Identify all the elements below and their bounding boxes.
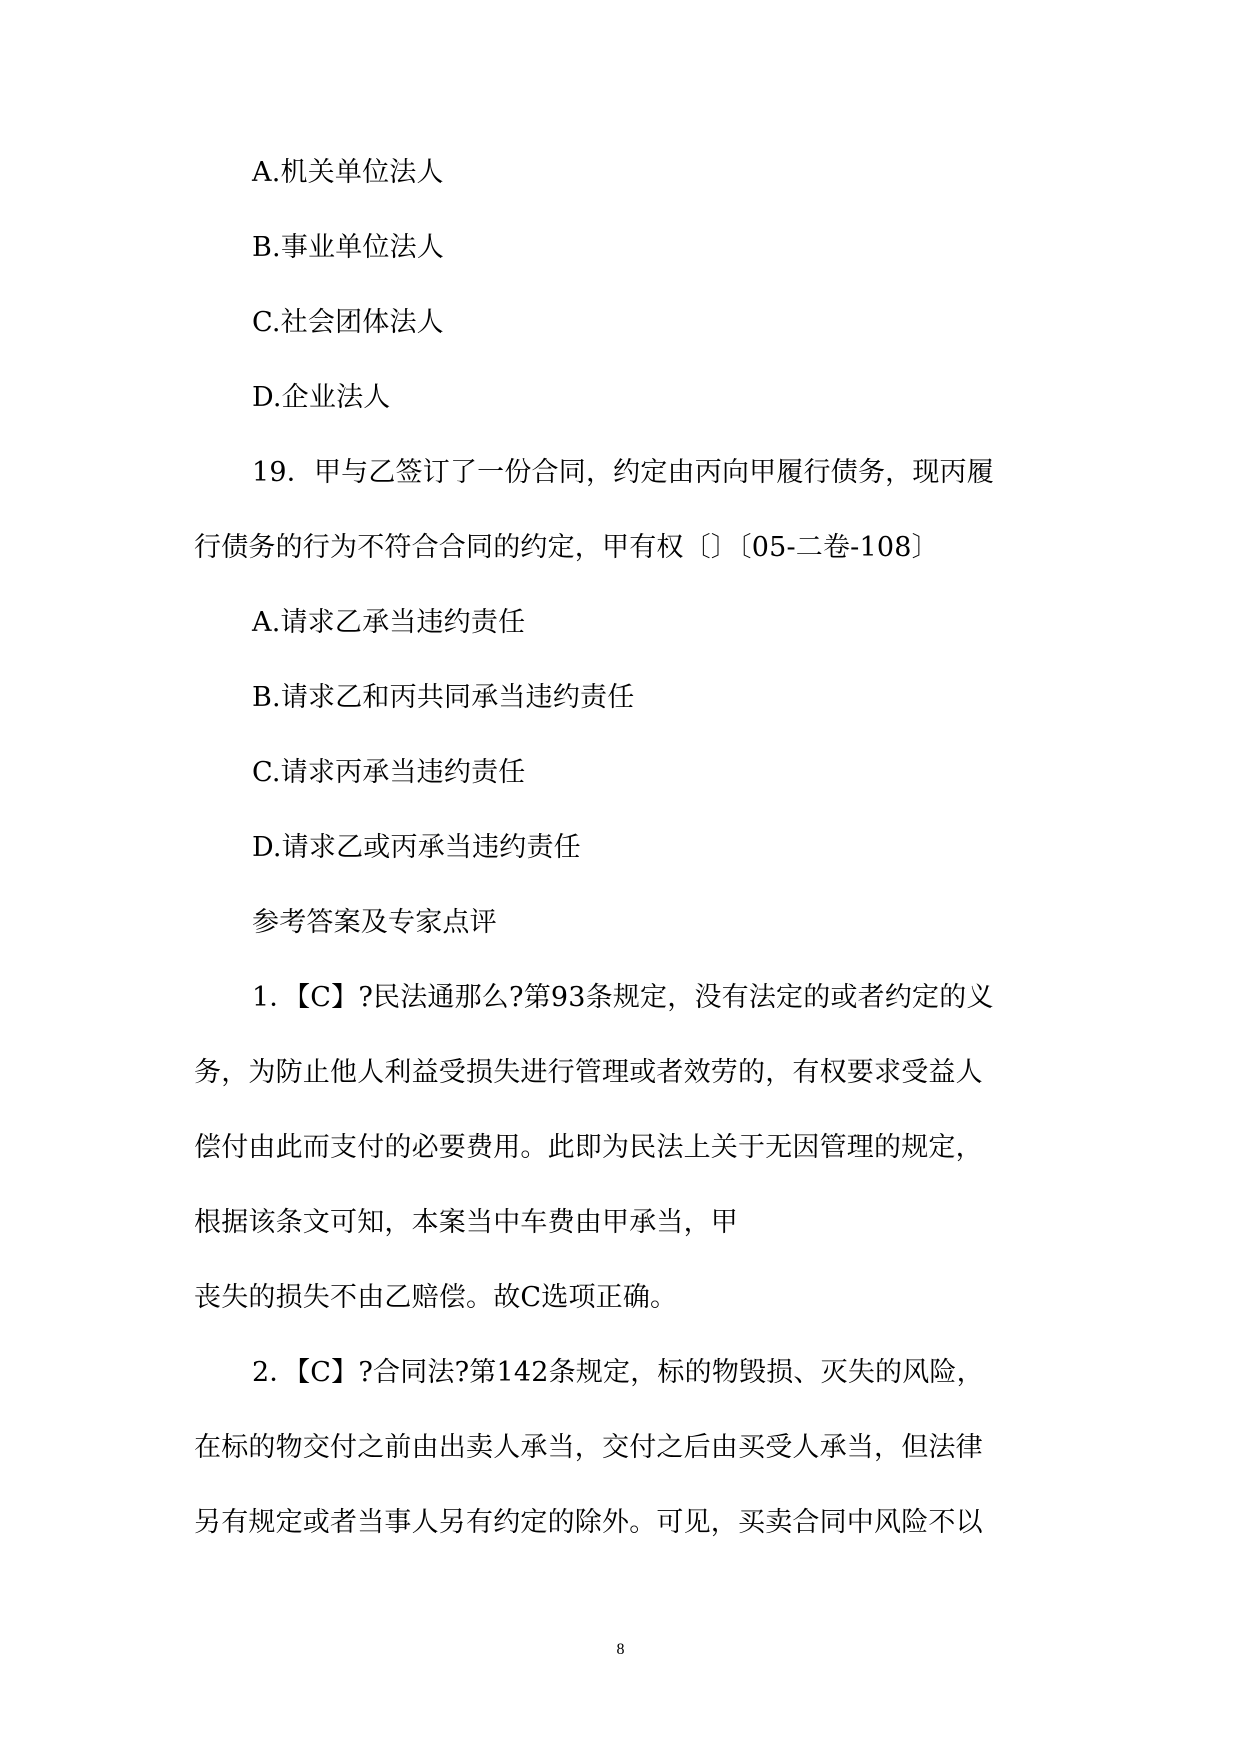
q19-stem-line-2: 行债务的行为不符合合同的约定，甲有权〔〕〔05-二卷-108〕 bbox=[194, 532, 939, 563]
q19-option-b: B.请求乙和丙共同承当违约责任 bbox=[252, 682, 635, 713]
q19-option-c: C.请求丙承当违约责任 bbox=[252, 757, 526, 788]
q19-stem-line-1: 19．甲与乙签订了一份合同，约定由丙向甲履行债务，现丙履 bbox=[252, 457, 994, 488]
answer-1-line-3: 偿付由此而支付的必要费用。此即为民法上关于无因管理的规定， bbox=[194, 1132, 983, 1163]
answer-1-line-4: 根据该条文可知，本案当中车费由甲承当，甲 bbox=[194, 1207, 738, 1238]
answer-1-line-5: 丧失的损失不由乙赔偿。故C选项正确。 bbox=[194, 1282, 678, 1313]
answer-2-line-3: 另有规定或者当事人另有约定的除外。可见，买卖合同中风险不以 bbox=[194, 1507, 983, 1538]
page-number: 8 bbox=[616, 1641, 625, 1658]
q18-option-a: A.机关单位法人 bbox=[252, 157, 444, 188]
q18-option-c: C.社会团体法人 bbox=[252, 307, 444, 338]
q19-option-d: D.请求乙或丙承当违约责任 bbox=[252, 832, 581, 863]
answer-1-line-1: 1．【C】?民法通那么?第93条规定，没有法定的或者约定的义 bbox=[252, 982, 994, 1013]
q18-option-d: D.企业法人 bbox=[252, 382, 391, 413]
answer-2-line-1: 2．【C】?合同法?第142条规定，标的物毁损、灭失的风险， bbox=[252, 1357, 984, 1388]
answers-heading: 参考答案及专家点评 bbox=[252, 907, 497, 938]
answer-2-line-2: 在标的物交付之前由出卖人承当，交付之后由买受人承当，但法律 bbox=[194, 1432, 983, 1463]
answer-1-line-2: 务，为防止他人利益受损失进行管理或者效劳的，有权要求受益人 bbox=[194, 1057, 983, 1088]
q19-option-a: A.请求乙承当违约责任 bbox=[252, 607, 526, 638]
q18-option-b: B.事业单位法人 bbox=[252, 232, 445, 263]
